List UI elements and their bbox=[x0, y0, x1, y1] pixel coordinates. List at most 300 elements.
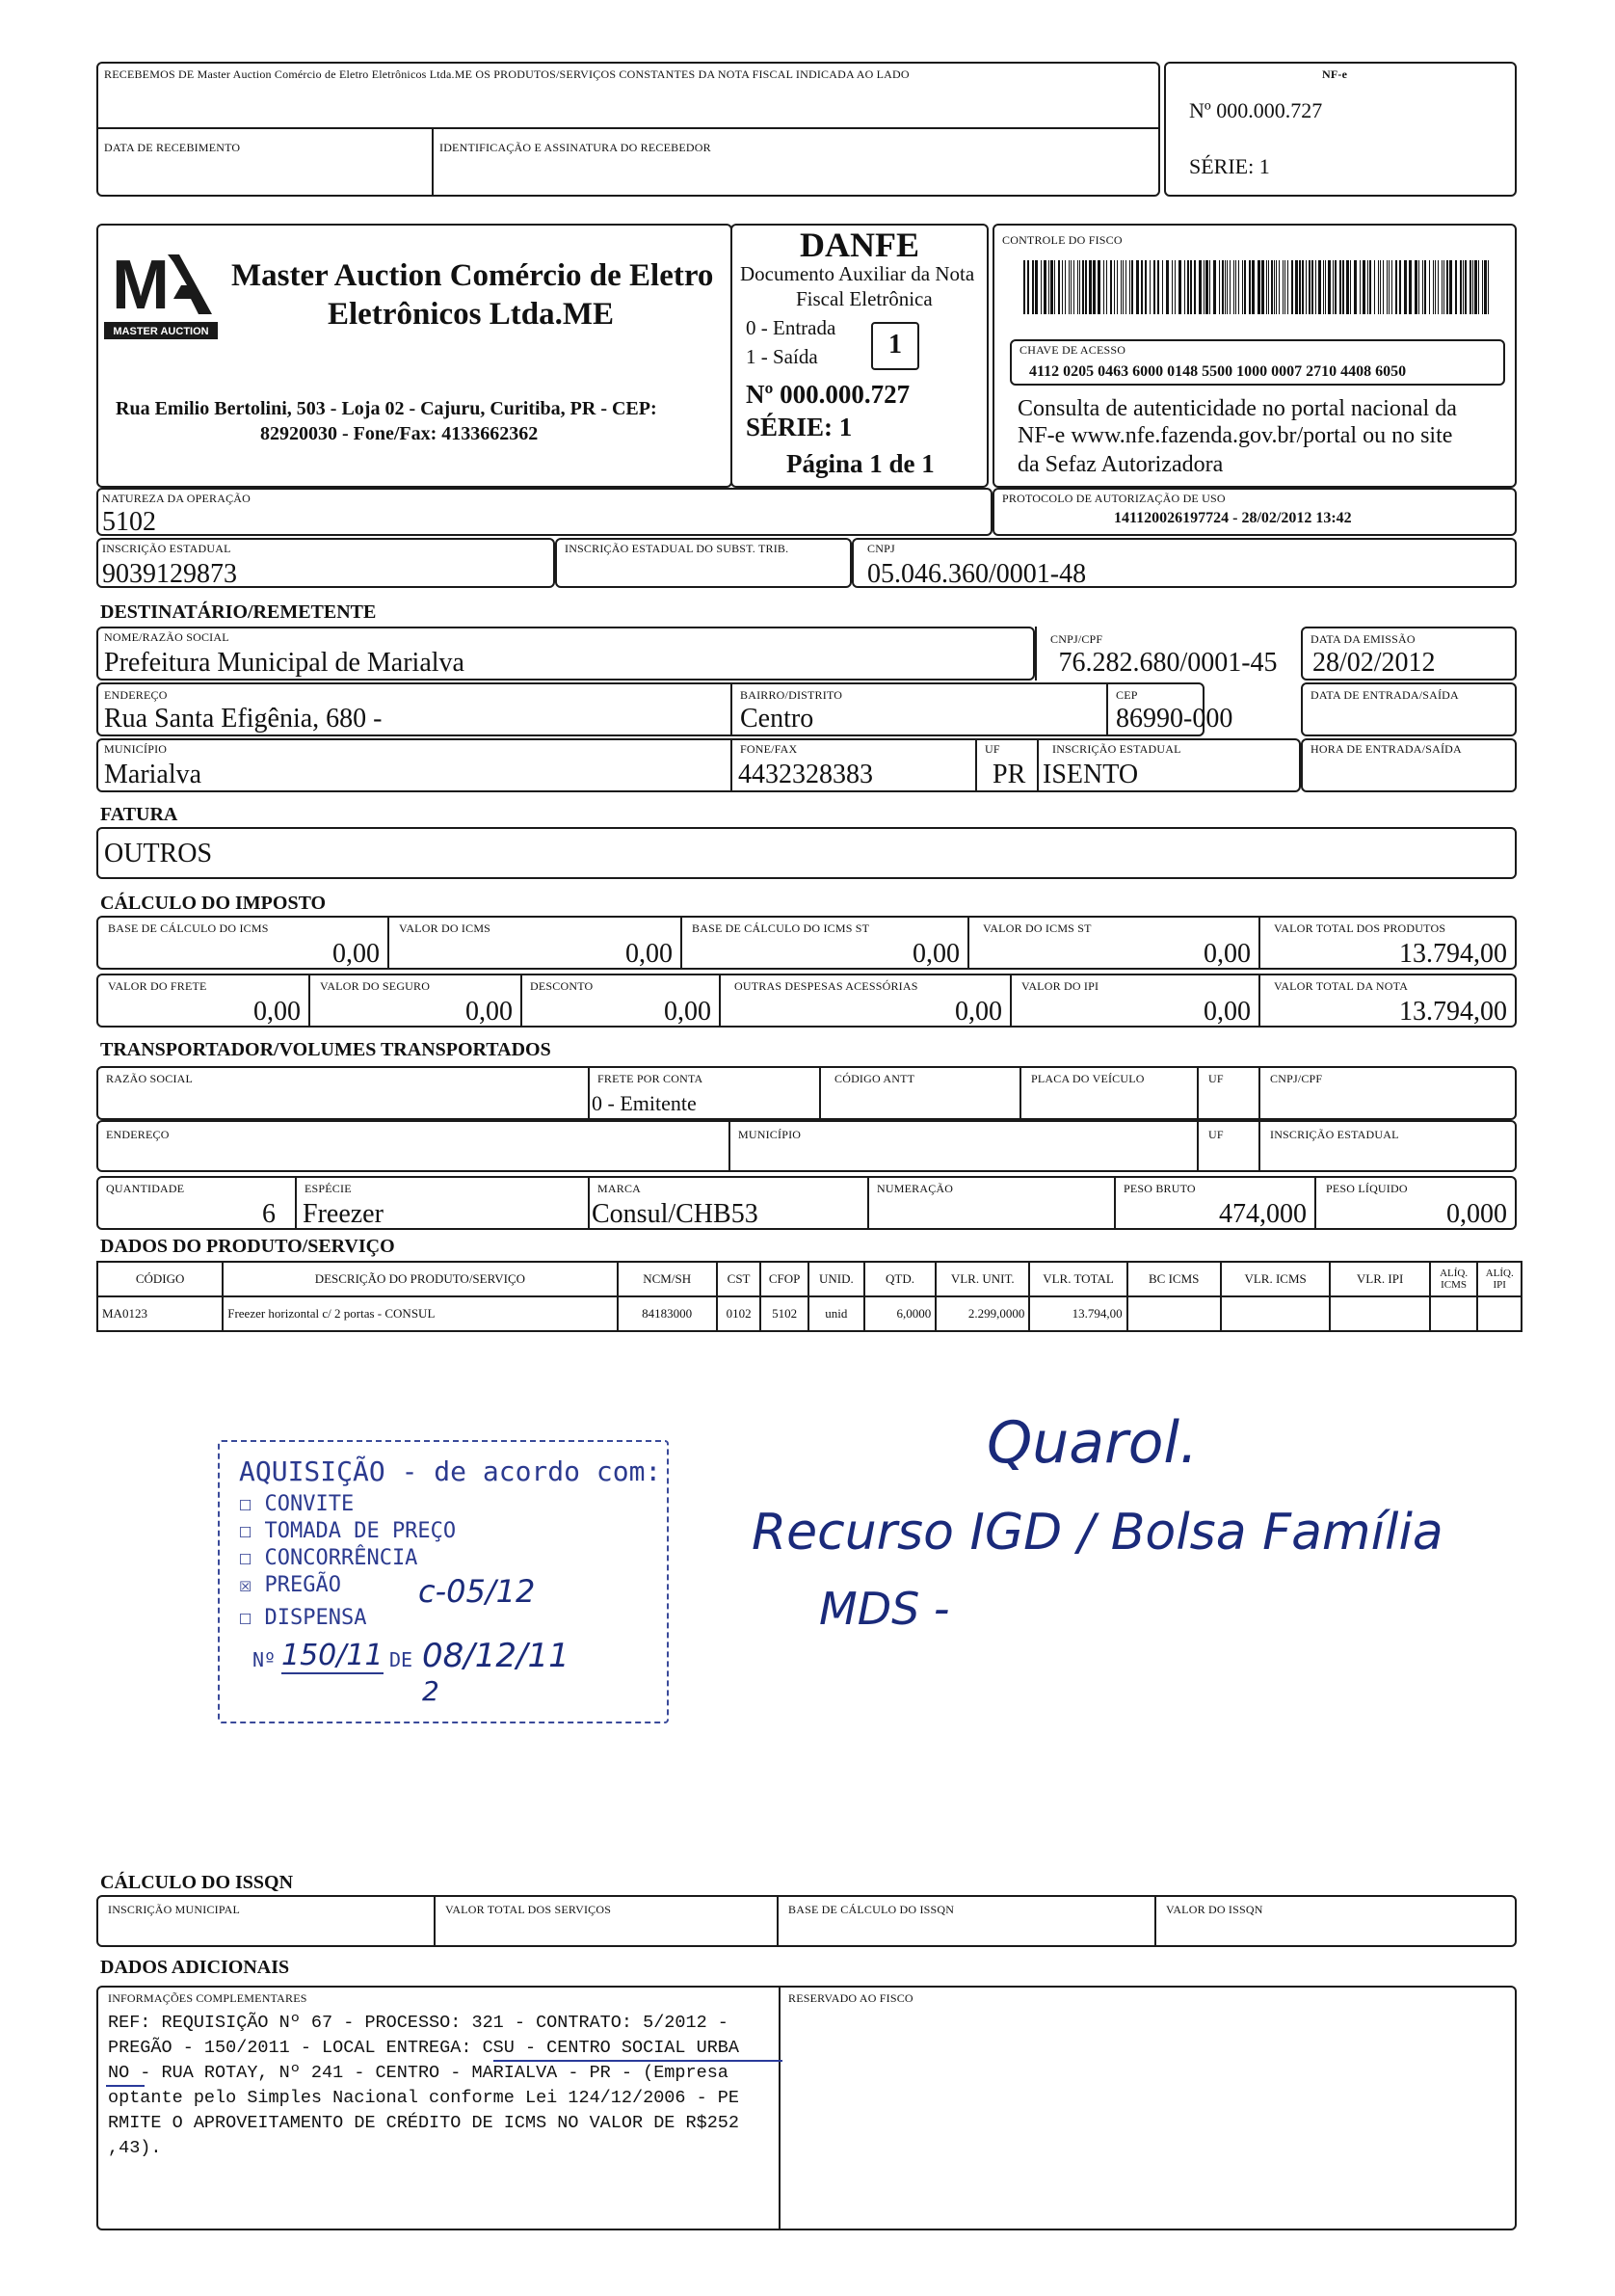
danfe-subtitle1: Documento Auxiliar da Nota bbox=[740, 262, 975, 285]
th-descricao: DESCRIÇÃO DO PRODUTO/SERVIÇO bbox=[223, 1262, 617, 1296]
imp-valor-st: 0,00 bbox=[1204, 939, 1251, 969]
barcode-bar bbox=[1369, 260, 1371, 314]
barcode-bar bbox=[1395, 260, 1397, 314]
barcode-bar bbox=[1238, 260, 1239, 314]
barcode-bar bbox=[1389, 260, 1390, 314]
info-line-3: NO - RUA ROTAY, Nº 241 - CENTRO - MARIALVA - PR - (Empresa bbox=[108, 2063, 728, 2083]
dest-emissao-label: DATA DA EMISSÃO bbox=[1311, 632, 1416, 646]
cell-vlr-icms bbox=[1221, 1296, 1331, 1331]
barcode-bar bbox=[1258, 260, 1260, 314]
info-line-4: optante pelo Simples Nacional conforme Lei 124/12/2006 - PE bbox=[108, 2088, 740, 2108]
dest-municipio: Marialva bbox=[104, 760, 202, 789]
stamp-line6: ☐ DISPENSA bbox=[239, 1606, 367, 1630]
controle-label: CONTROLE DO FISCO bbox=[1002, 233, 1123, 247]
protocolo-label: PROTOCOLO DE AUTORIZAÇÃO DE USO bbox=[1002, 492, 1226, 505]
danfe-tipo: 1 bbox=[888, 330, 902, 360]
dest-emissao: 28/02/2012 bbox=[1312, 648, 1436, 678]
imp-frete-label: VALOR DO FRETE bbox=[108, 979, 207, 993]
table-row bbox=[97, 1296, 1522, 1331]
barcode-bar bbox=[1233, 260, 1234, 314]
stamp-line1: AQUISIÇÃO - de acordo com: bbox=[239, 1455, 662, 1487]
danfe-saida: 1 - Saída bbox=[746, 345, 818, 368]
stamp-line2: ☐ CONVITE bbox=[239, 1492, 355, 1516]
barcode-bar bbox=[1455, 260, 1457, 314]
barcode-bar bbox=[1276, 260, 1277, 314]
barcode-bar bbox=[1121, 260, 1122, 314]
ie-st-label: INSCRIÇÃO ESTADUAL DO SUBST. TRIB. bbox=[565, 542, 789, 555]
barcode-bar bbox=[1279, 260, 1280, 314]
dest-cep-label: CEP bbox=[1116, 688, 1138, 702]
barcode-bar bbox=[1150, 260, 1151, 314]
transp-peso-bruto: 474,000 bbox=[1219, 1199, 1307, 1229]
logo-caption: MASTER AUCTION bbox=[113, 326, 209, 337]
dest-cnpj-label: CNPJ/CPF bbox=[1050, 632, 1103, 646]
imp-total-prod-label: VALOR TOTAL DOS PRODUTOS bbox=[1274, 921, 1446, 935]
barcode-bar bbox=[1328, 260, 1331, 314]
barcode-bar bbox=[1187, 260, 1189, 314]
transp-peso-liquido: 0,000 bbox=[1446, 1199, 1507, 1229]
barcode-bar bbox=[1283, 260, 1284, 314]
barcode-bar bbox=[1041, 260, 1042, 314]
barcode-bar bbox=[1209, 260, 1210, 314]
barcode-bar bbox=[1261, 260, 1264, 314]
barcode-bar bbox=[1071, 260, 1072, 314]
barcode-bar bbox=[1474, 260, 1477, 314]
th-codigo: CÓDIGO bbox=[97, 1262, 223, 1296]
barcode-bar bbox=[1442, 260, 1443, 314]
cell-aliq-ipi bbox=[1477, 1296, 1522, 1331]
barcode-bar bbox=[1062, 260, 1063, 314]
barcode-bar bbox=[1446, 260, 1448, 314]
barcode-bar bbox=[1023, 260, 1025, 314]
dest-fone: 4432328383 bbox=[738, 760, 873, 789]
barcode-bar bbox=[1044, 260, 1046, 314]
cell-bc-icms bbox=[1127, 1296, 1221, 1331]
th-vlr-total: VLR. TOTAL bbox=[1029, 1262, 1126, 1296]
barcode-bar bbox=[1306, 260, 1307, 314]
barcode-bar bbox=[1153, 260, 1155, 314]
danfe-pagina: Página 1 de 1 bbox=[786, 449, 935, 478]
th-aliq-icms: ALÍQ. ICMS bbox=[1430, 1262, 1478, 1296]
barcode-bar bbox=[1284, 260, 1285, 314]
aquisicao-stamp bbox=[218, 1440, 669, 1723]
barcode-bar bbox=[1244, 260, 1246, 314]
th-cfop: CFOP bbox=[760, 1262, 808, 1296]
stamp-line7-prefix: Nº bbox=[252, 1648, 277, 1671]
svg-text:M: M bbox=[112, 247, 170, 324]
company-name-line1: Master Auction Comércio de Eletro bbox=[231, 258, 714, 293]
imposto-section: CÁLCULO DO IMPOSTO bbox=[100, 893, 327, 914]
barcode-bar bbox=[1129, 260, 1130, 314]
handwritten-line2: Recurso IGD / Bolsa Família bbox=[752, 1504, 1443, 1562]
issqn-base-label: BASE DE CÁLCULO DO ISSQN bbox=[788, 1903, 955, 1916]
barcode-bar bbox=[1418, 260, 1419, 314]
barcode-bar bbox=[1346, 260, 1349, 314]
barcode-bar bbox=[1175, 260, 1176, 314]
cell-descricao: Freezer horizontal c/ 2 portas - CONSUL bbox=[223, 1296, 617, 1331]
ie-value: 9039129873 bbox=[102, 559, 237, 589]
barcode-bar bbox=[1103, 260, 1104, 314]
th-vlr-icms: VLR. ICMS bbox=[1221, 1262, 1331, 1296]
dest-fone-label: FONE/FAX bbox=[740, 742, 798, 756]
imp-valor-icms: 0,00 bbox=[625, 939, 673, 969]
company-logo bbox=[104, 247, 218, 339]
transp-endereco-label: ENDEREÇO bbox=[106, 1128, 170, 1141]
barcode-bar bbox=[1335, 260, 1337, 314]
barcode-bar bbox=[1422, 260, 1423, 314]
handwritten-line1: Quarol. bbox=[987, 1409, 1199, 1477]
stamp-line7-de: DE bbox=[389, 1648, 413, 1671]
cell-cst: 0102 bbox=[717, 1296, 760, 1331]
transp-placa-label: PLACA DO VEÍCULO bbox=[1031, 1072, 1145, 1085]
transp-razao-label: RAZÃO SOCIAL bbox=[106, 1072, 194, 1085]
th-aliq-ipi: ALÍQ. IPI bbox=[1477, 1262, 1522, 1296]
barcode-bar bbox=[1465, 260, 1467, 314]
barcode-bar bbox=[1449, 260, 1452, 314]
barcode-bar bbox=[1114, 260, 1115, 314]
barcode-bar bbox=[1271, 260, 1273, 314]
barcode-bar bbox=[1225, 260, 1226, 314]
barcode-bar bbox=[1172, 260, 1173, 314]
transp-marca-label: MARCA bbox=[597, 1182, 642, 1195]
consulta-line2: NF-e www.nfe.fazenda.gov.br/portal ou no site bbox=[1018, 423, 1453, 448]
danfe-title: DANFE bbox=[800, 226, 919, 264]
imp-base-st-label: BASE DE CÁLCULO DO ICMS ST bbox=[692, 921, 870, 935]
barcode-bar bbox=[1460, 260, 1462, 314]
info-line-2: PREGÃO - 150/2011 - LOCAL ENTREGA: CSU - CENTRO SOCIAL URBA bbox=[108, 2038, 740, 2058]
barcode-bar bbox=[1230, 260, 1231, 314]
barcode-bar bbox=[1374, 260, 1375, 314]
dest-endereco: Rua Santa Efigênia, 680 - bbox=[104, 704, 383, 734]
consulta-line1: Consulta de autenticidade no portal nacional da bbox=[1018, 396, 1457, 421]
barcode-bar bbox=[1443, 260, 1444, 314]
cell-vlr-unit: 2.299,0000 bbox=[936, 1296, 1029, 1331]
barcode-bar bbox=[1342, 260, 1344, 314]
transp-uf-label: UF bbox=[1208, 1072, 1224, 1085]
barcode-bar bbox=[1318, 260, 1321, 314]
barcode-bar bbox=[1299, 260, 1301, 314]
transp-quantidade: 6 bbox=[262, 1199, 276, 1229]
dest-hora-label: HORA DE ENTRADA/SAÍDA bbox=[1311, 742, 1462, 756]
canhoto-numero: Nº 000.000.727 bbox=[1189, 98, 1323, 122]
fatura-value: OUTROS bbox=[104, 839, 213, 868]
barcode-bar bbox=[1141, 260, 1143, 314]
barcode-bar bbox=[1073, 260, 1074, 314]
barcode-bar bbox=[1287, 260, 1288, 314]
imp-ipi-label: VALOR DO IPI bbox=[1021, 979, 1099, 993]
barcode-bar bbox=[1082, 260, 1084, 314]
imp-total-nota: 13.794,00 bbox=[1399, 997, 1507, 1027]
imp-ipi: 0,00 bbox=[1204, 997, 1251, 1027]
barcode-bar bbox=[1274, 260, 1275, 314]
imp-base-icms-label: BASE DE CÁLCULO DO ICMS bbox=[108, 921, 269, 935]
barcode-bar bbox=[1391, 260, 1392, 314]
transp-peso-bruto-label: PESO BRUTO bbox=[1124, 1182, 1196, 1195]
transp-frete: 0 - Emitente bbox=[592, 1091, 697, 1115]
adicionais-section: DADOS ADICIONAIS bbox=[100, 1957, 290, 1978]
cell-vlr-ipi bbox=[1330, 1296, 1429, 1331]
barcode-bar bbox=[1190, 260, 1192, 314]
stamp-line8: 2 bbox=[422, 1675, 439, 1707]
natureza-label: NATUREZA DA OPERAÇÃO bbox=[102, 492, 252, 505]
danfe-numero: Nº 000.000.727 bbox=[746, 380, 911, 409]
barcode-bar bbox=[1309, 260, 1311, 314]
dest-uf-label: UF bbox=[985, 742, 1000, 756]
barcode-bar bbox=[1378, 260, 1379, 314]
barcode-bar bbox=[1469, 260, 1471, 314]
cell-unid: unid bbox=[808, 1296, 864, 1331]
barcode-bar bbox=[1065, 260, 1066, 314]
barcode-bar bbox=[1383, 260, 1384, 314]
barcode-bar bbox=[1339, 260, 1341, 314]
barcode-bar bbox=[1106, 260, 1107, 314]
fatura-section: FATURA bbox=[100, 804, 178, 825]
barcode-bar bbox=[1333, 260, 1334, 314]
stamp-line3: ☐ TOMADA DE PREÇO bbox=[239, 1519, 457, 1543]
dest-municipio-label: MUNICÍPIO bbox=[104, 742, 168, 756]
imp-valor-st-label: VALOR DO ICMS ST bbox=[983, 921, 1092, 935]
barcode-bar bbox=[1302, 260, 1304, 314]
info-line-6: ,43). bbox=[108, 2138, 162, 2158]
transp-frete-label: FRETE POR CONTA bbox=[597, 1072, 703, 1085]
barcode-bar bbox=[1354, 260, 1357, 314]
produtos-table bbox=[96, 1261, 1522, 1332]
dest-entrada-label: DATA DE ENTRADA/SAÍDA bbox=[1311, 688, 1459, 702]
info-underline-2 bbox=[106, 2085, 145, 2087]
barcode-bar bbox=[1048, 260, 1049, 314]
transp-numeracao-label: NUMERAÇÃO bbox=[877, 1182, 954, 1195]
imp-frete: 0,00 bbox=[253, 997, 301, 1027]
stamp-line7-num: 150/11 bbox=[281, 1639, 384, 1672]
barcode-bar bbox=[1125, 260, 1126, 314]
canhoto-ident-label: IDENTIFICAÇÃO E ASSINATURA DO RECEBEDOR bbox=[439, 141, 711, 154]
barcode-bar bbox=[1184, 260, 1185, 314]
imp-seguro-label: VALOR DO SEGURO bbox=[320, 979, 431, 993]
barcode-bar bbox=[1472, 260, 1473, 314]
barcode-bar bbox=[1069, 260, 1070, 314]
th-qtd: QTD. bbox=[864, 1262, 936, 1296]
barcode-bar bbox=[1085, 260, 1087, 314]
canhoto-nfe-label: NF-e bbox=[1322, 67, 1348, 81]
dest-bairro-label: BAIRRO/DISTRITO bbox=[740, 688, 843, 702]
barcode-bar bbox=[1089, 260, 1092, 314]
danfe-entrada: 0 - Entrada bbox=[746, 316, 836, 339]
transp-cnpj-label: CNPJ/CPF bbox=[1270, 1072, 1323, 1085]
issqn-valor-label: VALOR DO ISSQN bbox=[1166, 1903, 1263, 1916]
barcode-bar bbox=[1249, 260, 1251, 314]
canhoto-recebemos: RECEBEMOS DE Master Auction Comércio de Eletro Eletrônicos Ltda.ME OS PRODUTOS/SERVIÇOS CONSTANTES DA NOTA FISCAL INDICADA AO LADO bbox=[104, 67, 910, 81]
barcode-bar bbox=[1482, 260, 1483, 314]
imp-outras-label: OUTRAS DESPESAS ACESSÓRIAS bbox=[734, 979, 918, 993]
barcode-bar bbox=[1123, 260, 1124, 314]
stamp-line5-hand: c-05/12 bbox=[418, 1573, 536, 1610]
issqn-section: CÁLCULO DO ISSQN bbox=[100, 1872, 294, 1893]
cell-codigo: MA0123 bbox=[97, 1296, 223, 1331]
th-unid: UNID. bbox=[808, 1262, 864, 1296]
transp-peso-liquido-label: PESO LÍQUIDO bbox=[1326, 1182, 1408, 1195]
dest-uf: PR bbox=[993, 760, 1026, 789]
transp-marca: Consul/CHB53 bbox=[592, 1199, 758, 1229]
chave-acesso: 4112 0205 0463 6000 0148 5500 1000 0007 2710 4408 6050 bbox=[1029, 363, 1407, 380]
transp-municipio-label: MUNICÍPIO bbox=[738, 1128, 802, 1141]
barcode-bar bbox=[1079, 260, 1080, 314]
canhoto-serie: SÉRIE: 1 bbox=[1189, 154, 1270, 178]
imp-base-icms: 0,00 bbox=[332, 939, 380, 969]
cell-aliq-icms bbox=[1430, 1296, 1478, 1331]
barcode-bar bbox=[1204, 260, 1205, 314]
dest-cep: 86990-000 bbox=[1116, 704, 1233, 734]
barcode-bar bbox=[1242, 260, 1243, 314]
barcode-bar bbox=[1054, 260, 1055, 314]
barcode-bar bbox=[1311, 260, 1313, 314]
dest-ie-label: INSCRIÇÃO ESTADUAL bbox=[1052, 742, 1181, 756]
info-line-1: REF: REQUISIÇÃO Nº 67 - PROCESSO: 321 - CONTRATO: 5/2012 - bbox=[108, 2013, 728, 2033]
dest-ie: ISENTO bbox=[1043, 760, 1139, 789]
th-vlr-ipi: VLR. IPI bbox=[1330, 1262, 1429, 1296]
barcode-bar bbox=[1360, 260, 1361, 314]
transp-especie: Freezer bbox=[303, 1199, 384, 1229]
consulta-line3: da Sefaz Autorizadora bbox=[1018, 452, 1224, 477]
dest-endereco-label: ENDEREÇO bbox=[104, 688, 168, 702]
barcode-bar bbox=[1205, 260, 1208, 314]
imp-desconto-label: DESCONTO bbox=[530, 979, 594, 993]
imp-base-st: 0,00 bbox=[913, 939, 960, 969]
transp-especie-label: ESPÉCIE bbox=[304, 1182, 352, 1195]
cnpj-value: 05.046.360/0001-48 bbox=[867, 559, 1087, 589]
barcode-bar bbox=[1194, 260, 1196, 314]
barcode-bar bbox=[1199, 260, 1202, 314]
barcode-bar bbox=[1032, 260, 1034, 314]
chave-label: CHAVE DE ACESSO bbox=[1019, 343, 1126, 357]
barcode-bar bbox=[1157, 260, 1159, 314]
dest-nome: Prefeitura Municipal de Marialva bbox=[104, 648, 464, 678]
barcode-bar bbox=[1429, 260, 1430, 314]
fatura-box bbox=[96, 827, 1517, 879]
barcode-bar bbox=[1213, 260, 1216, 314]
dest-bairro: Centro bbox=[740, 704, 814, 734]
cell-ncm: 84183000 bbox=[618, 1296, 717, 1331]
barcode-bar bbox=[1484, 260, 1487, 314]
ie-label: INSCRIÇÃO ESTADUAL bbox=[102, 542, 231, 555]
info-line-5: RMITE O APROVEITAMENTO DE CRÉDITO DE ICMS NO VALOR DE R$252 bbox=[108, 2113, 740, 2133]
barcode-bar bbox=[1350, 260, 1351, 314]
barcode-bar bbox=[1433, 260, 1434, 314]
stamp-line7-date: 08/12/11 bbox=[422, 1637, 569, 1675]
canhoto-box bbox=[96, 62, 1160, 197]
info-label: INFORMAÇÕES COMPLEMENTARES bbox=[108, 1991, 307, 2005]
cell-qtd: 6,0000 bbox=[864, 1296, 936, 1331]
barcode-bar bbox=[1222, 260, 1224, 314]
handwritten-line3: MDS - bbox=[819, 1583, 950, 1635]
barcode-bar bbox=[1387, 260, 1388, 314]
barcode-bar bbox=[1162, 260, 1163, 314]
barcode-bar bbox=[1488, 260, 1489, 314]
barcode-bar bbox=[1438, 260, 1439, 314]
danfe-serie: SÉRIE: 1 bbox=[746, 413, 853, 441]
barcode-bar bbox=[1050, 260, 1053, 314]
info-underline bbox=[493, 2060, 782, 2062]
imp-seguro: 0,00 bbox=[465, 997, 513, 1027]
barcode-bar bbox=[1478, 260, 1479, 314]
imp-desconto: 0,00 bbox=[664, 997, 711, 1027]
barcode-bar bbox=[1315, 260, 1316, 314]
cell-cfop: 5102 bbox=[760, 1296, 808, 1331]
barcode-bar bbox=[1219, 260, 1220, 314]
barcode-bar bbox=[1035, 260, 1038, 314]
barcode-bar bbox=[1323, 260, 1324, 314]
th-vlr-unit: VLR. UNIT. bbox=[936, 1262, 1029, 1296]
barcode-bar bbox=[1409, 260, 1412, 314]
barcode-bar bbox=[1136, 260, 1139, 314]
transp-antt-label: CÓDIGO ANTT bbox=[834, 1072, 915, 1085]
barcode-bar bbox=[1058, 260, 1060, 314]
cnpj-label: CNPJ bbox=[867, 542, 895, 555]
barcode-bar bbox=[1227, 260, 1228, 314]
danfe-subtitle2: Fiscal Eletrônica bbox=[796, 287, 933, 310]
barcode-bar bbox=[1027, 260, 1029, 314]
imp-valor-icms-label: VALOR DO ICMS bbox=[399, 921, 491, 935]
dest-nome-label: NOME/RAZÃO SOCIAL bbox=[104, 630, 229, 644]
produtos-section: DADOS DO PRODUTO/SERVIÇO bbox=[100, 1236, 395, 1257]
barcode-bar bbox=[1266, 260, 1267, 314]
imp-total-nota-label: VALOR TOTAL DA NOTA bbox=[1274, 979, 1409, 993]
company-name-line2: Eletrônicos Ltda.ME bbox=[328, 297, 614, 332]
barcode-bar bbox=[1117, 260, 1118, 314]
barcode-bar bbox=[1098, 260, 1100, 314]
barcode-bar bbox=[1268, 260, 1269, 314]
destinatario-section: DESTINATÁRIO/REMETENTE bbox=[100, 601, 377, 623]
imp-total-prod: 13.794,00 bbox=[1399, 939, 1507, 969]
canhoto-data-label: DATA DE RECEBIMENTO bbox=[104, 141, 241, 154]
barcode-bar bbox=[1367, 260, 1368, 314]
barcode-bar bbox=[1093, 260, 1096, 314]
barcode-bar bbox=[1178, 260, 1181, 314]
fisco-label: RESERVADO AO FISCO bbox=[788, 1991, 913, 2005]
dest-cnpj: 76.282.680/0001-45 bbox=[1058, 648, 1278, 678]
barcode-bar bbox=[1110, 260, 1112, 314]
issqn-total-label: VALOR TOTAL DOS SERVIÇOS bbox=[445, 1903, 612, 1916]
protocolo-value: 141120026197724 - 28/02/2012 13:42 bbox=[1114, 510, 1352, 526]
transp-ie-label: INSCRIÇÃO ESTADUAL bbox=[1270, 1128, 1399, 1141]
barcode-bar bbox=[1435, 260, 1436, 314]
natureza-value: 5102 bbox=[102, 507, 156, 537]
barcode-bar bbox=[1295, 260, 1298, 314]
cell-vlr-total: 13.794,00 bbox=[1029, 1296, 1126, 1331]
barcode-bar bbox=[1363, 260, 1365, 314]
company-address-line2: 82920030 - Fone/Fax: 4133662362 bbox=[260, 423, 539, 444]
barcode-bar bbox=[1166, 260, 1169, 314]
produtos-header-row bbox=[97, 1262, 1522, 1296]
stamp-line4: ☐ CONCORRÊNCIA bbox=[239, 1546, 418, 1570]
barcode-bar bbox=[1325, 260, 1326, 314]
th-bc-icms: BC ICMS bbox=[1127, 1262, 1221, 1296]
barcode-bar bbox=[1399, 260, 1401, 314]
barcode-bar bbox=[1235, 260, 1236, 314]
transp-quantidade-label: QUANTIDADE bbox=[106, 1182, 185, 1195]
barcode-bar bbox=[1415, 260, 1417, 314]
barcode-bar bbox=[1463, 260, 1464, 314]
issqn-inscricao-label: INSCRIÇÃO MUNICIPAL bbox=[108, 1903, 241, 1916]
barcode-bar bbox=[1077, 260, 1078, 314]
barcode-bar bbox=[1380, 260, 1381, 314]
barcode-bar bbox=[1404, 260, 1407, 314]
barcode-bar bbox=[1424, 260, 1426, 314]
barcode-bar bbox=[1252, 260, 1255, 314]
transportador-section: TRANSPORTADOR/VOLUMES TRANSPORTADOS bbox=[100, 1039, 551, 1060]
th-cst: CST bbox=[717, 1262, 760, 1296]
barcode-bar bbox=[1131, 260, 1133, 314]
company-address-line1: Rua Emilio Bertolini, 503 - Loja 02 - Cajuru, Curitiba, PR - CEP: bbox=[116, 398, 657, 419]
